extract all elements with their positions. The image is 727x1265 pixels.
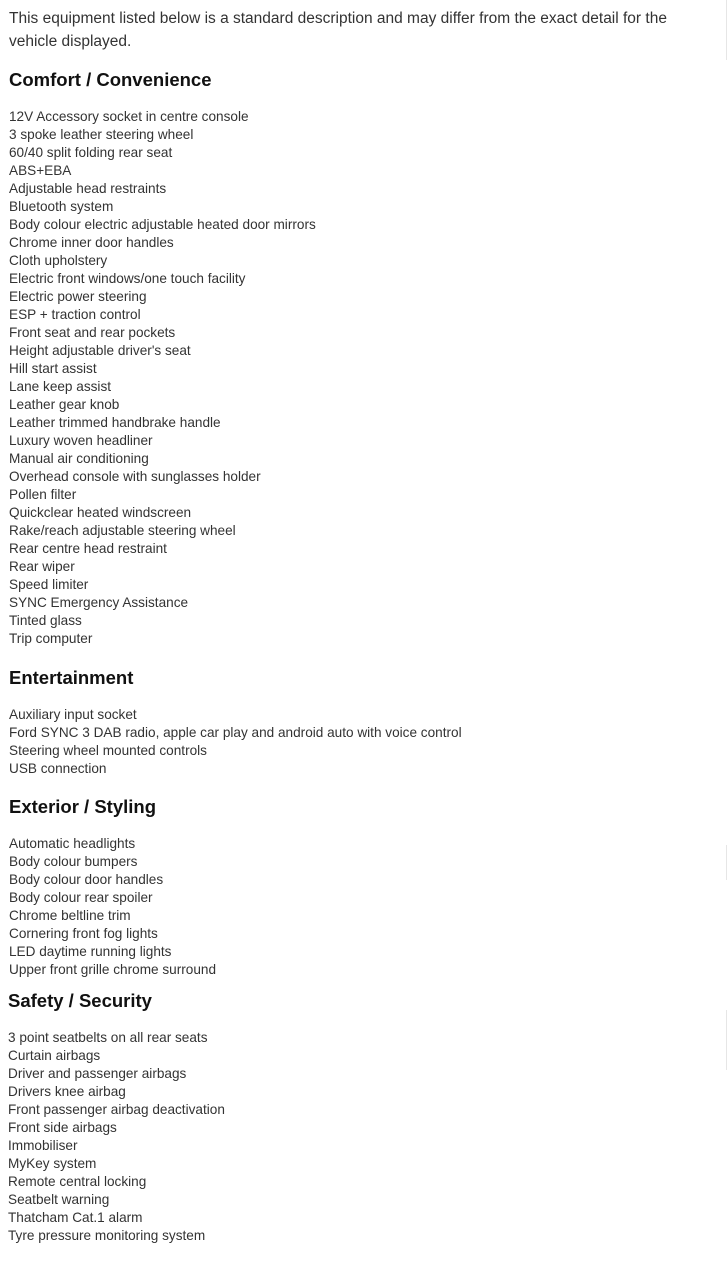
equipment-item: MyKey system	[8, 1156, 97, 1171]
equipment-item: Adjustable head restraints	[9, 181, 167, 196]
equipment-item: Body colour door handles	[9, 872, 164, 887]
equipment-item: Immobiliser	[8, 1138, 78, 1153]
equipment-item: ABS+EBA	[9, 163, 72, 178]
equipment-item: USB connection	[9, 761, 107, 776]
section-comfort-convenience	[9, 69, 709, 646]
equipment-item: Overhead console with sunglasses holder	[9, 469, 261, 484]
equipment-item: Front side airbags	[8, 1120, 117, 1135]
equipment-item: ESP + traction control	[9, 307, 141, 322]
equipment-item: Tyre pressure monitoring system	[8, 1228, 206, 1243]
equipment-item: Electric front windows/one touch facility	[9, 271, 246, 286]
equipment-item: Drivers knee airbag	[8, 1084, 126, 1099]
equipment-list	[9, 706, 462, 778]
equipment-list	[9, 108, 316, 648]
equipment-item: Leather trimmed handbrake handle	[9, 415, 221, 430]
equipment-item: Upper front grille chrome surround	[9, 962, 217, 977]
equipment-item: Bluetooth system	[9, 199, 114, 214]
equipment-item: Chrome inner door handles	[9, 235, 174, 250]
equipment-item: SYNC Emergency Assistance	[9, 595, 189, 610]
equipment-item: Ford SYNC 3 DAB radio, apple car play and android auto with voice control	[9, 725, 462, 740]
equipment-item: Thatcham Cat.1 alarm	[8, 1210, 143, 1225]
equipment-item: Driver and passenger airbags	[8, 1066, 187, 1081]
section-safety-security	[8, 990, 708, 1243]
equipment-item: Body colour rear spoiler	[9, 890, 153, 905]
equipment-list	[8, 1029, 225, 1245]
equipment-item: Cloth upholstery	[9, 253, 108, 268]
section-heading: Safety / Security	[8, 990, 152, 1011]
equipment-item: Hill start assist	[9, 361, 97, 376]
equipment-item: Chrome beltline trim	[9, 908, 131, 923]
equipment-item: Trip computer	[9, 631, 93, 646]
equipment-item: 3 point seatbelts on all rear seats	[8, 1030, 208, 1045]
section-heading: Comfort / Convenience	[9, 69, 212, 90]
equipment-item: Pollen filter	[9, 487, 77, 502]
equipment-item: 60/40 split folding rear seat	[9, 145, 173, 160]
equipment-list	[9, 835, 216, 979]
section-heading: Exterior / Styling	[9, 796, 157, 817]
section-entertainment	[9, 667, 709, 776]
equipment-item: Cornering front fog lights	[9, 926, 158, 941]
equipment-item: Leather gear knob	[9, 397, 120, 412]
equipment-item: Electric power steering	[9, 289, 147, 304]
equipment-item: 3 spoke leather steering wheel	[9, 127, 194, 142]
equipment-item: Rear wiper	[9, 559, 75, 574]
equipment-item: Seatbelt warning	[8, 1192, 110, 1207]
section-exterior-styling	[9, 796, 709, 977]
equipment-item: Luxury woven headliner	[9, 433, 153, 448]
equipment-item: Tinted glass	[9, 613, 82, 628]
equipment-item: Auxiliary input socket	[9, 707, 137, 722]
equipment-item: Quickclear heated windscreen	[9, 505, 192, 520]
equipment-item: Automatic headlights	[9, 836, 136, 851]
section-heading: Entertainment	[9, 667, 134, 688]
equipment-item: Manual air conditioning	[9, 451, 149, 466]
equipment-item: Rake/reach adjustable steering wheel	[9, 523, 236, 538]
equipment-item: Front seat and rear pockets	[9, 325, 176, 340]
equipment-item: Front passenger airbag deactivation	[8, 1102, 225, 1117]
equipment-item: Rear centre head restraint	[9, 541, 167, 556]
equipment-item: Height adjustable driver's seat	[9, 343, 191, 358]
equipment-item: Lane keep assist	[9, 379, 112, 394]
equipment-item: Remote central locking	[8, 1174, 147, 1189]
equipment-item: Speed limiter	[9, 577, 89, 592]
equipment-item: Body colour bumpers	[9, 854, 138, 869]
equipment-item: Curtain airbags	[8, 1048, 101, 1063]
equipment-item: Steering wheel mounted controls	[9, 743, 207, 758]
equipment-item: LED daytime running lights	[9, 944, 172, 959]
intro-text: This equipment listed below is a standard description and may differ from the exact detail for the vehicle displayed.	[9, 10, 667, 50]
equipment-item: 12V Accessory socket in centre console	[9, 109, 249, 124]
equipment-item: Body colour electric adjustable heated door mirrors	[9, 217, 316, 232]
